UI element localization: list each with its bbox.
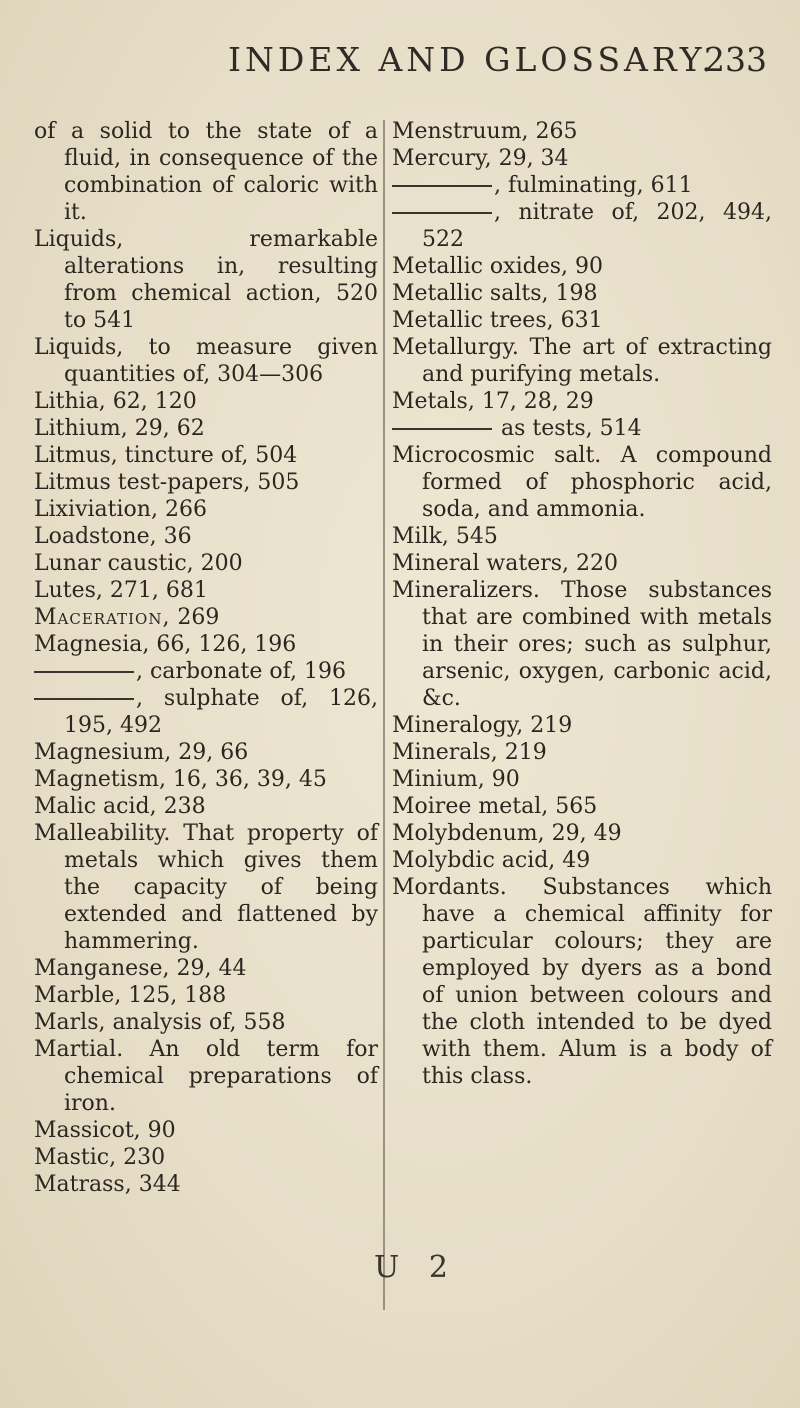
- index-term: Metallic salts,: [392, 281, 549, 306]
- index-term: Malleability.: [34, 821, 171, 846]
- index-text: 90: [140, 1118, 176, 1143]
- index-entry: [392, 307, 772, 334]
- index-term: Maceration,: [34, 605, 171, 630]
- index-text: 220: [569, 551, 619, 576]
- index-text: 631: [553, 308, 603, 333]
- index-term: Magnesia,: [34, 632, 150, 657]
- index-entry: [34, 415, 378, 442]
- index-term: Molybdic acid,: [392, 848, 556, 873]
- index-entry: [392, 793, 772, 820]
- index-text: as tests, 514: [494, 416, 642, 441]
- index-entry: [392, 874, 772, 1090]
- index-entry: [34, 388, 378, 415]
- index-term: Lithium,: [34, 416, 128, 441]
- index-text: 49: [555, 848, 591, 873]
- index-text: The art of extracting and purifying metals.: [422, 335, 772, 387]
- index-entry: [34, 334, 378, 388]
- index-column-right: [392, 118, 772, 1090]
- index-entry: [392, 847, 772, 874]
- index-text: 29, 49: [544, 821, 622, 846]
- index-text: 62, 120: [105, 389, 197, 414]
- index-entry: [392, 172, 772, 199]
- index-entry: [34, 793, 378, 820]
- index-entry: [34, 604, 378, 631]
- index-text: 17, 28, 29: [474, 389, 594, 414]
- index-entry: [392, 577, 772, 712]
- index-text: , carbonate of, 196: [136, 659, 346, 684]
- index-term: Moiree metal,: [392, 794, 549, 819]
- index-text: Substances which have a chemical affinity for particular colours; they are employed by dyers as a bond of union between colours and the cloth intended to be dyed with them. Alum is a body of this class.: [422, 875, 772, 1089]
- running-head: [0, 40, 800, 92]
- index-text: , fulminating, 611: [494, 173, 693, 198]
- index-text: remarkable alterations in, resulting from chemical action, 520 to 541: [64, 227, 378, 333]
- index-entry: [34, 820, 378, 955]
- index-term: Mineralizers.: [392, 578, 540, 603]
- ditto-dash: [34, 671, 134, 673]
- index-term: Molybdenum,: [392, 821, 545, 846]
- index-term: Massicot,: [34, 1118, 141, 1143]
- index-entry: [392, 442, 772, 523]
- index-term: Litmus test-papers,: [34, 470, 251, 495]
- index-term: Liquids,: [34, 227, 124, 252]
- index-term: Lithia,: [34, 389, 106, 414]
- index-text: 219: [497, 740, 547, 765]
- index-text: 266: [157, 497, 207, 522]
- index-text: 230: [116, 1145, 166, 1170]
- index-entry: [34, 118, 378, 226]
- index-entry: [392, 334, 772, 388]
- column-divider: [383, 120, 385, 1310]
- index-term: Marble,: [34, 983, 122, 1008]
- index-term: Mastic,: [34, 1145, 117, 1170]
- index-term: Lixiviation,: [34, 497, 158, 522]
- index-text: 29, 62: [127, 416, 205, 441]
- index-entry: [392, 118, 772, 145]
- index-term: Liquids,: [34, 335, 124, 360]
- index-text: , nitrate of, 202, 494, 522: [422, 200, 772, 252]
- index-entry: [392, 388, 772, 415]
- index-entry: [34, 955, 378, 982]
- index-term: Litmus,: [34, 443, 118, 468]
- index-entry: [34, 523, 378, 550]
- index-text: 238: [156, 794, 206, 819]
- index-text: 29, 66: [171, 740, 249, 765]
- index-term: Minerals,: [392, 740, 498, 765]
- index-term: Milk,: [392, 524, 449, 549]
- index-entry: [392, 280, 772, 307]
- index-term: Metallurgy.: [392, 335, 519, 360]
- index-text: That property of metals which gives them the capacity of being extended and flattened by hammering.: [64, 821, 378, 954]
- index-entry: [34, 1009, 378, 1036]
- index-text: 271, 681: [102, 578, 208, 603]
- index-term: Metallic trees,: [392, 308, 554, 333]
- index-term: Magnesium,: [34, 740, 172, 765]
- index-term: Magnetism,: [34, 767, 166, 792]
- index-entry: [34, 766, 378, 793]
- ditto-dash: [392, 185, 492, 187]
- signature-mark: U 2: [374, 1250, 458, 1285]
- index-text: of a solid to the state of a fluid, in consequence of the combination of caloric with it.: [34, 119, 378, 225]
- index-entry: [34, 658, 378, 685]
- index-entry: [392, 523, 772, 550]
- index-entry: [34, 739, 378, 766]
- index-term: Martial.: [34, 1037, 124, 1062]
- index-term: Minium,: [392, 767, 485, 792]
- index-text: 265: [528, 119, 578, 144]
- ditto-dash: [392, 428, 492, 430]
- ditto-dash: [392, 212, 492, 214]
- index-text: 90: [568, 254, 603, 279]
- index-entry: [392, 253, 772, 280]
- index-text: 565: [548, 794, 598, 819]
- index-entry: [34, 577, 378, 604]
- index-term: Matrass,: [34, 1172, 132, 1197]
- index-entry: [392, 145, 772, 172]
- running-head-title: INDEX AND GLOSSARY.: [228, 40, 716, 79]
- index-term: Lunar caustic,: [34, 551, 194, 576]
- index-column-left: [34, 118, 378, 1198]
- index-term: Mordants.: [392, 875, 507, 900]
- index-entry: [34, 550, 378, 577]
- index-text: 505: [250, 470, 300, 495]
- index-text: 36: [156, 524, 192, 549]
- index-entry: [34, 442, 378, 469]
- index-term: Metallic oxides,: [392, 254, 568, 279]
- index-text: 125, 188: [121, 983, 227, 1008]
- index-term: Mineralogy,: [392, 713, 524, 738]
- index-text: 545: [448, 524, 498, 549]
- index-entry: [34, 1171, 378, 1198]
- index-term: Mineral waters,: [392, 551, 570, 576]
- index-text: A compound formed of phosphoric acid, soda, and ammonia.: [422, 443, 772, 522]
- index-text: 200: [193, 551, 243, 576]
- index-entry: [392, 199, 772, 253]
- index-text: 90: [484, 767, 520, 792]
- page-number: 233: [704, 40, 767, 79]
- index-entry: [392, 712, 772, 739]
- index-text: 29, 34: [491, 146, 569, 171]
- index-entry: [34, 1144, 378, 1171]
- index-term: Microcosmic salt.: [392, 443, 602, 468]
- index-text: , sulphate of, 126, 195, 492: [64, 686, 378, 738]
- index-text: 269: [170, 605, 220, 630]
- index-term: Loadstone,: [34, 524, 157, 549]
- index-entry: [34, 226, 378, 334]
- index-term: Marls,: [34, 1010, 106, 1035]
- index-text: 219: [523, 713, 573, 738]
- index-term: Manganese,: [34, 956, 170, 981]
- index-text: tincture of, 504: [117, 443, 298, 468]
- index-entry: [392, 415, 772, 442]
- index-text: 29, 44: [169, 956, 247, 981]
- index-entry: [34, 496, 378, 523]
- index-entry: [34, 631, 378, 658]
- index-text: 344: [131, 1172, 181, 1197]
- index-term: Metals,: [392, 389, 475, 414]
- index-text: An old term for chemical preparations of iron.: [64, 1037, 378, 1116]
- index-entry: [392, 820, 772, 847]
- index-term: Malic acid,: [34, 794, 157, 819]
- index-text: Those substances that are combined with metals in their ores; such as sulphur, arsenic, oxygen, carbonic acid, &c.: [422, 578, 772, 711]
- index-entry: [34, 685, 378, 739]
- ditto-dash: [34, 698, 134, 700]
- index-entry: [392, 766, 772, 793]
- index-text: analysis of, 558: [105, 1010, 286, 1035]
- index-term: Lutes,: [34, 578, 103, 603]
- index-entry: [392, 739, 772, 766]
- index-text: to measure given quantities of, 304—306: [64, 335, 378, 387]
- index-entry: [392, 550, 772, 577]
- index-text: 16, 36, 39, 45: [165, 767, 327, 792]
- index-text: 66, 126, 196: [149, 632, 297, 657]
- index-entry: [34, 469, 378, 496]
- index-text: 198: [548, 281, 598, 306]
- index-entry: [34, 982, 378, 1009]
- index-entry: [34, 1036, 378, 1117]
- index-term: Menstruum,: [392, 119, 529, 144]
- index-term: Mercury,: [392, 146, 492, 171]
- index-entry: [34, 1117, 378, 1144]
